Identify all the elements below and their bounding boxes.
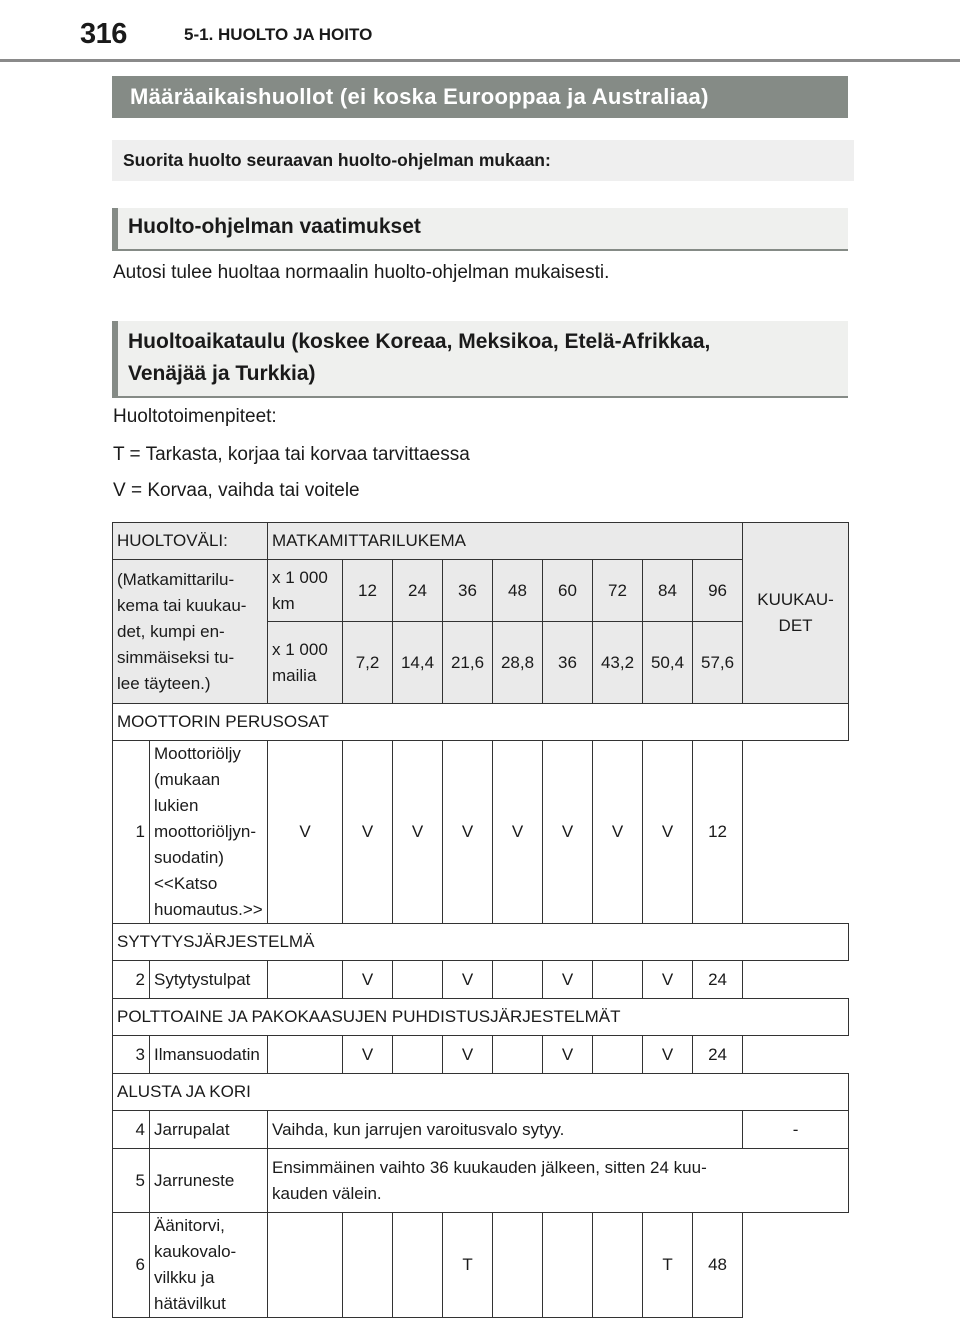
item-number: 3 <box>113 1036 150 1074</box>
requirements-heading: Huolto-ohjelman vaatimukset <box>112 208 848 251</box>
section-row <box>113 704 849 741</box>
header-row <box>113 523 849 560</box>
item-number: 5 <box>113 1149 150 1213</box>
interval-note: (Matkamittarilu- kema tai kuukau- det, kumpi en- simmäiseksi tu- lee täyteen.) <box>113 560 268 704</box>
km-value: 72 <box>593 560 643 622</box>
section-row <box>113 924 849 961</box>
item-row <box>113 1149 849 1213</box>
item-mark <box>543 1213 593 1318</box>
mile-value: 7,2 <box>343 622 393 704</box>
miles-label: x 1 000 mailia <box>268 622 343 704</box>
item-mark: V <box>543 961 593 999</box>
item-mark: V <box>543 1036 593 1074</box>
item-mark <box>268 1213 343 1318</box>
requirements-text: Autosi tulee huoltaa normaalin huolto-ohjelman mukaisesti. <box>113 262 610 283</box>
item-mark <box>493 1213 543 1318</box>
page-number: 316 <box>80 18 127 50</box>
intro-box: Suorita huolto seuraavan huolto-ohjelman mukaan: <box>112 140 854 181</box>
item-mark <box>393 1036 443 1074</box>
section-label: 5-1. HUOLTO JA HOITO <box>184 25 373 44</box>
mile-value: 36 <box>543 622 593 704</box>
item-months: 24 <box>693 961 743 999</box>
item-row <box>113 1036 849 1074</box>
item-name: Moottoriöljy (mukaan lukien moottoriöljyn- suodatin) <<Katso huomautus.>> <box>150 741 268 924</box>
section-row <box>113 1074 849 1111</box>
months-label: KUUKAU- DET <box>743 523 849 704</box>
item-mark <box>343 1213 393 1318</box>
item-mark <box>393 961 443 999</box>
section-title: ALUSTA JA KORI <box>113 1074 849 1111</box>
chapter-banner: Määräaikaishuollot (ei koska Eurooppaa ja Australiaa) <box>112 76 848 118</box>
maintenance-schedule-table <box>112 522 849 1318</box>
mile-value: 21,6 <box>443 622 493 704</box>
item-mark: V <box>443 961 493 999</box>
section-title: POLTTOAINE JA PAKOKAASUJEN PUHDISTUSJÄRJESTELMÄT <box>113 999 849 1036</box>
item-mark: V <box>393 741 443 924</box>
km-value: 36 <box>443 560 493 622</box>
km-value: 60 <box>543 560 593 622</box>
schedule-heading <box>112 321 848 398</box>
interval-label: HUOLTOVÄLI: <box>113 523 268 560</box>
item-mark <box>593 961 643 999</box>
item-months: 48 <box>693 1213 743 1318</box>
km-value: 24 <box>393 560 443 622</box>
item-name: Jarruneste <box>150 1149 268 1213</box>
item-number: 2 <box>113 961 150 999</box>
item-mark <box>393 1213 443 1318</box>
item-mark: V <box>443 741 493 924</box>
item-mark: V <box>343 1036 393 1074</box>
item-row <box>113 741 849 924</box>
item-months: - <box>743 1111 849 1149</box>
item-mark: V <box>443 1036 493 1074</box>
km-label: x 1 000 km <box>268 560 343 622</box>
km-value: 96 <box>693 560 743 622</box>
mile-value: 57,6 <box>693 622 743 704</box>
item-row <box>113 961 849 999</box>
item-mark: V <box>343 741 393 924</box>
mile-value: 50,4 <box>643 622 693 704</box>
item-mark: T <box>643 1213 693 1318</box>
section-title: MOOTTORIN PERUSOSAT <box>113 704 849 741</box>
item-name: Jarrupalat <box>150 1111 268 1149</box>
km-row <box>113 560 849 622</box>
item-mark: V <box>493 741 543 924</box>
item-name: Äänitorvi, kaukovalo- vilkku ja hätävilkut <box>150 1213 268 1318</box>
item-mark: V <box>593 741 643 924</box>
mile-value: 43,2 <box>593 622 643 704</box>
item-mark <box>268 961 343 999</box>
item-note: Vaihda, kun jarrujen varoitusvalo sytyy. <box>268 1111 743 1149</box>
mile-value: 28,8 <box>493 622 543 704</box>
section-row <box>113 999 849 1036</box>
schedule-heading-line1: Huoltoaikataulu (koskee Koreaa, Meksikoa, Etelä-Afrikkaa, <box>128 330 711 353</box>
item-mark <box>493 961 543 999</box>
item-row <box>113 1111 849 1149</box>
item-mark <box>593 1036 643 1074</box>
schedule-table-body <box>113 523 849 1318</box>
item-number: 6 <box>113 1213 150 1318</box>
mile-value: 14,4 <box>393 622 443 704</box>
km-value: 12 <box>343 560 393 622</box>
item-mark: V <box>268 741 343 924</box>
item-number: 1 <box>113 741 150 924</box>
legend-v: V = Korvaa, vaihda tai voitele <box>113 480 360 501</box>
item-mark <box>493 1036 543 1074</box>
item-row <box>113 1213 849 1318</box>
item-name: Sytytystulpat <box>150 961 268 999</box>
item-name: Ilmansuodatin <box>150 1036 268 1074</box>
item-number: 4 <box>113 1111 150 1149</box>
item-mark <box>268 1036 343 1074</box>
item-mark: V <box>643 961 693 999</box>
item-mark <box>593 1213 643 1318</box>
section-title: SYTYTYSJÄRJESTELMÄ <box>113 924 849 961</box>
item-months: 12 <box>693 741 743 924</box>
item-mark: V <box>543 741 593 924</box>
item-mark: V <box>343 961 393 999</box>
odometer-label: MATKAMITTARILUKEMA <box>268 523 743 560</box>
km-value: 48 <box>493 560 543 622</box>
item-mark: V <box>643 741 693 924</box>
header-rule <box>0 59 960 62</box>
legend-title: Huoltotoimenpiteet: <box>113 406 277 427</box>
item-mark: V <box>643 1036 693 1074</box>
item-months: 24 <box>693 1036 743 1074</box>
legend-t: T = Tarkasta, korjaa tai korvaa tarvittaessa <box>113 444 470 465</box>
schedule-heading-line2: Venäjää ja Turkkia) <box>128 362 316 385</box>
km-value: 84 <box>643 560 693 622</box>
item-note: Ensimmäinen vaihto 36 kuukauden jälkeen, sitten 24 kuu- kauden välein. <box>268 1149 849 1213</box>
item-mark: T <box>443 1213 493 1318</box>
